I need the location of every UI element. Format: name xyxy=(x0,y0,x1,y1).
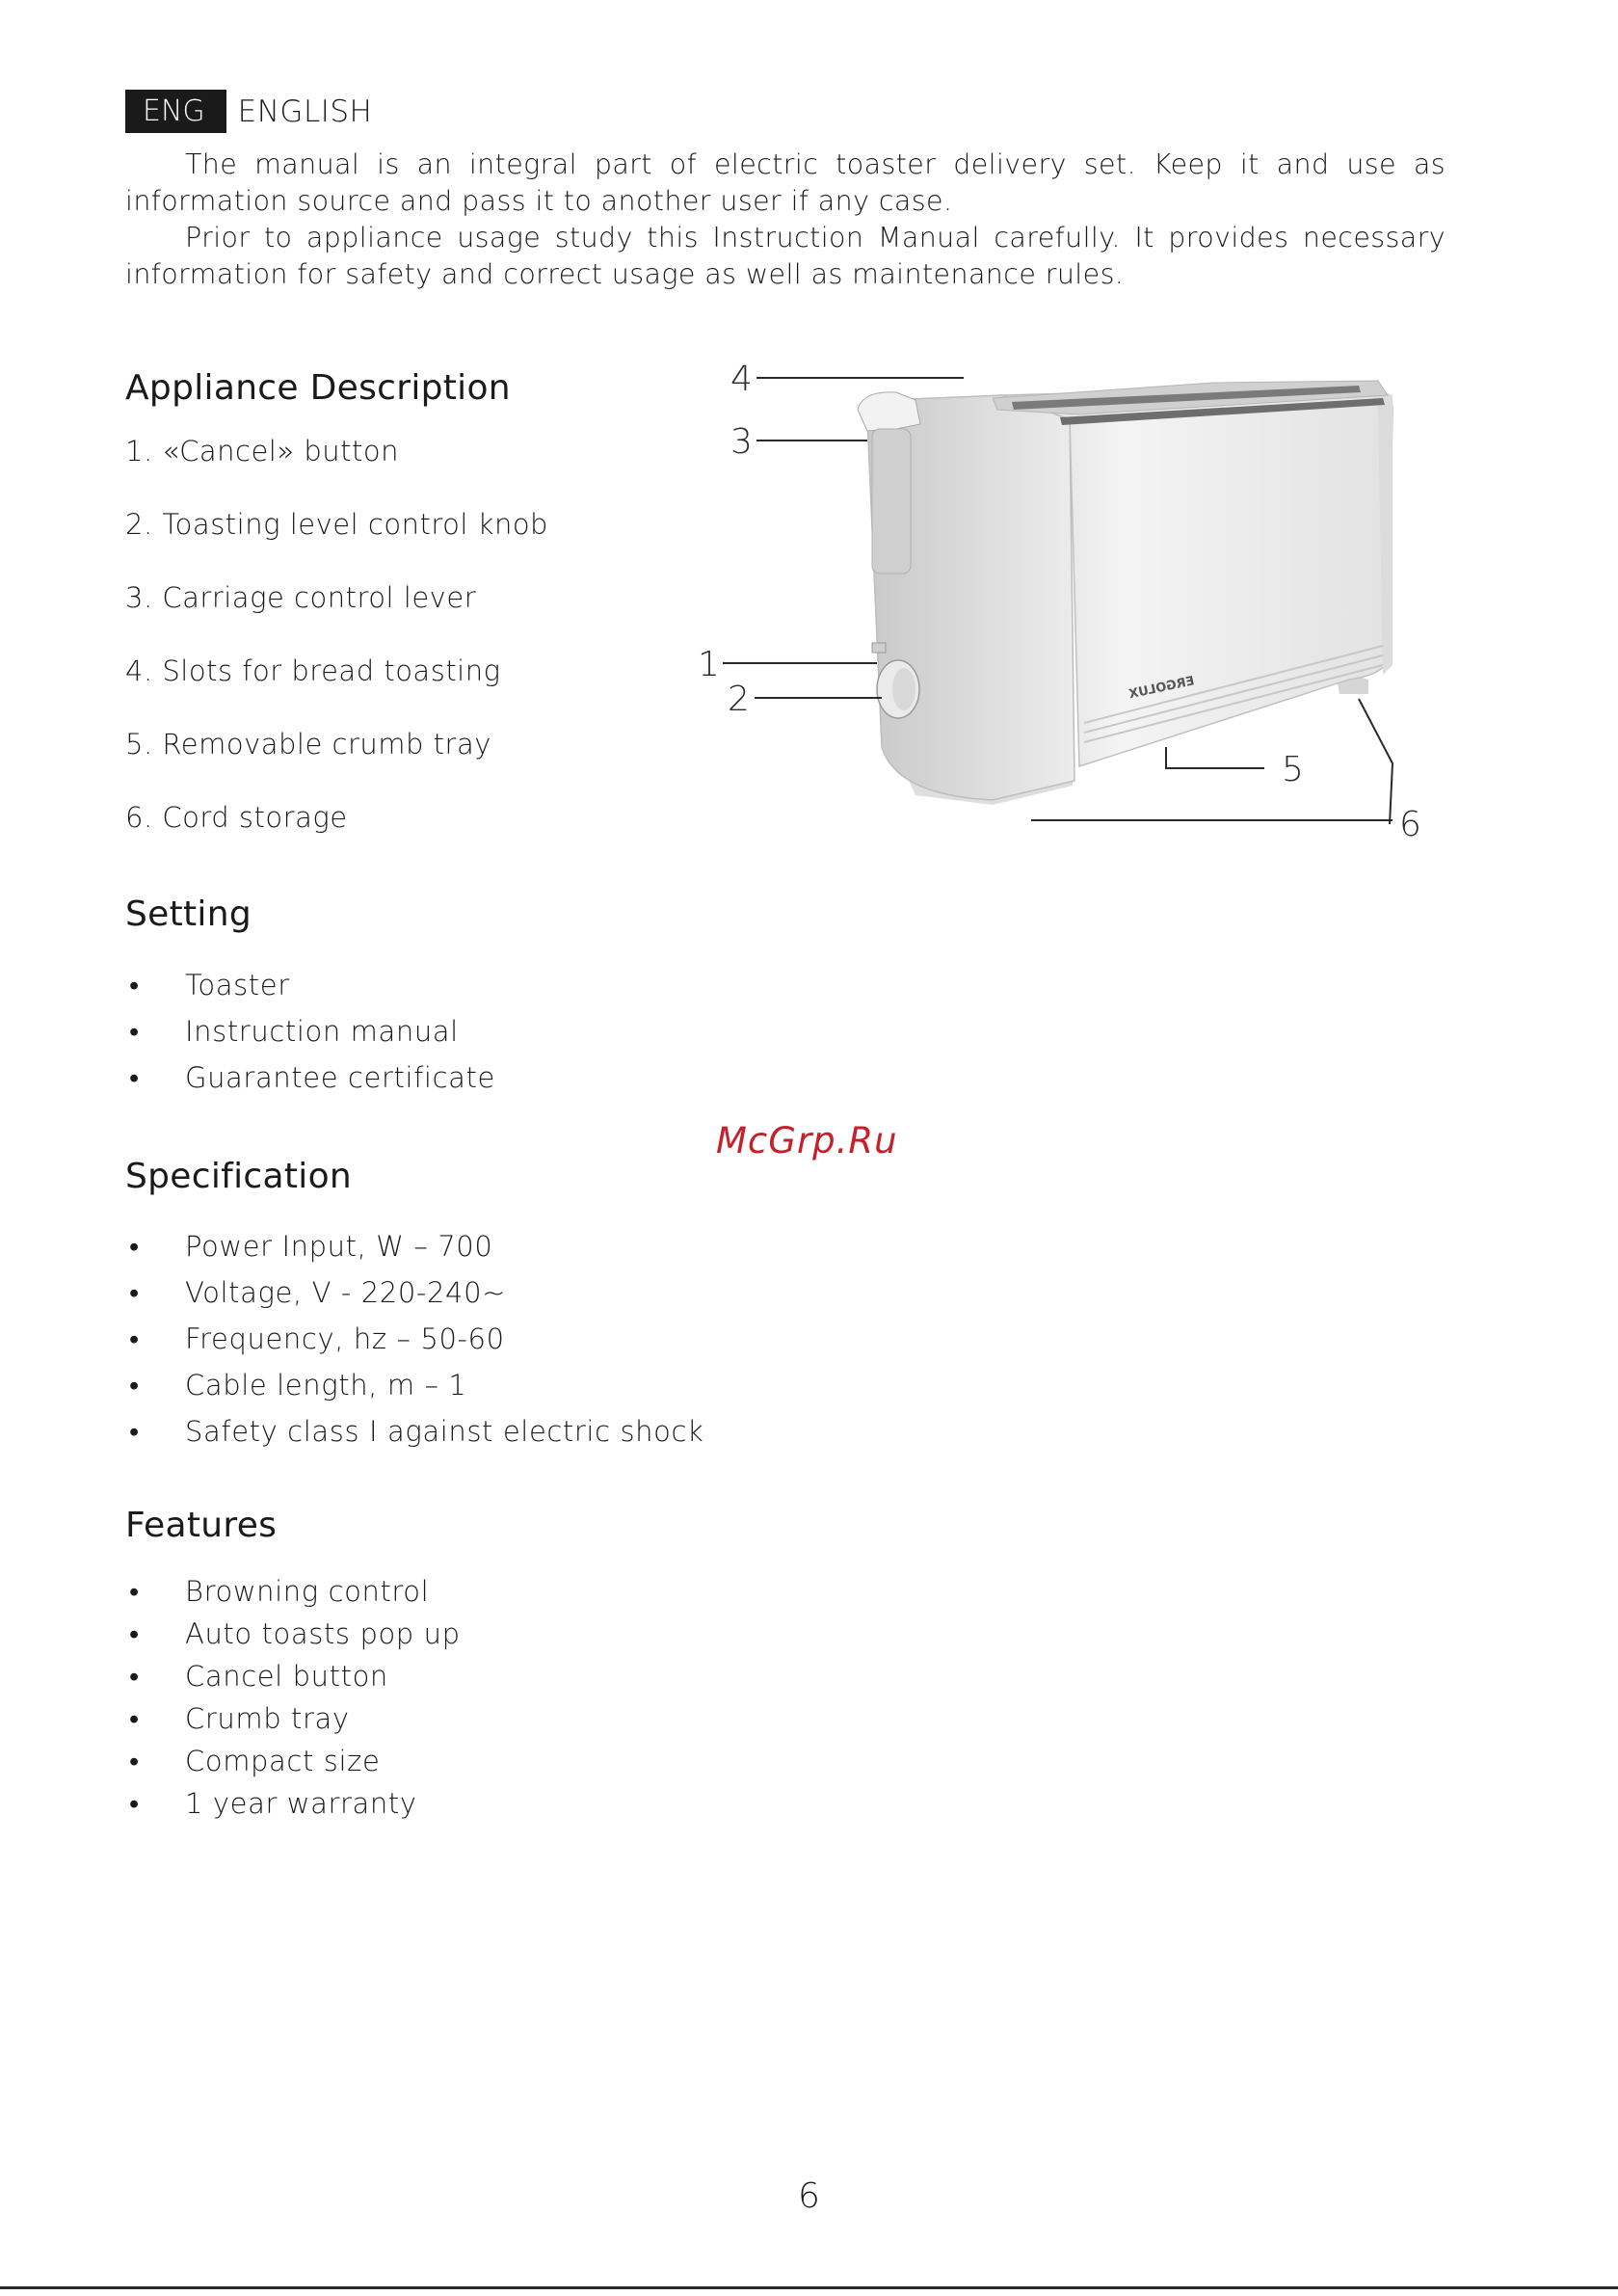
list-item-text: Guarantee certificate xyxy=(185,1061,495,1094)
intro-paragraph-2: Prior to appliance usage study this Instruction Manual carefully. It provides necessary information for safety and correct usage as well as maintenance rules. xyxy=(125,222,1446,290)
language-header xyxy=(125,90,372,133)
knob-face xyxy=(892,668,915,710)
toaster-illustration xyxy=(675,342,1446,863)
list-item: 6. Cord storage xyxy=(125,801,348,834)
list-item-text: Crumb tray xyxy=(185,1702,350,1735)
list-item xyxy=(125,1273,703,1320)
callout-number-1: 1 xyxy=(698,645,720,684)
features-list xyxy=(125,1573,461,1828)
list-item: 2. Toasting level control knob xyxy=(125,508,548,541)
list-item-text: Cancel button xyxy=(185,1660,388,1693)
intro-paragraph-1: The manual is an integral part of electric toaster delivery set. Keep it and use as information source and pass it to another user if any case. xyxy=(125,148,1446,217)
list-item xyxy=(125,1573,461,1615)
list-item xyxy=(125,1012,495,1058)
list-item-text: 1 year warranty xyxy=(185,1787,417,1820)
bullet: • xyxy=(129,1702,140,1735)
list-item-text: Voltage, V - 220-240~ xyxy=(185,1276,507,1309)
callout-number-3: 3 xyxy=(730,422,753,462)
list-item-text: Compact size xyxy=(185,1745,381,1777)
bullet: • xyxy=(129,1015,140,1048)
list-item xyxy=(125,966,495,1012)
callout-line-6a xyxy=(1359,699,1393,824)
bullet: • xyxy=(129,969,140,1001)
callout-number-6: 6 xyxy=(1399,805,1421,844)
list-item-text: Toaster xyxy=(185,969,290,1001)
bullet: • xyxy=(129,1617,140,1650)
bullet: • xyxy=(129,1061,140,1094)
callout-number-5: 5 xyxy=(1282,750,1304,789)
list-item: 4. Slots for bread toasting xyxy=(125,654,501,687)
list-item xyxy=(125,1785,461,1828)
bullet: • xyxy=(129,1230,140,1263)
setting-list xyxy=(125,966,495,1105)
list-item-text: Instruction manual xyxy=(185,1015,459,1048)
page-number: 6 xyxy=(798,2176,820,2216)
brand-logo: ERGOLUX xyxy=(1127,674,1196,703)
bullet: • xyxy=(129,1745,140,1777)
setting-heading: Setting xyxy=(125,894,252,934)
list-item-text: Power Input, W – 700 xyxy=(185,1230,493,1263)
bullet: • xyxy=(129,1415,140,1448)
language-code-badge: ENG xyxy=(125,90,226,133)
specification-heading: Specification xyxy=(125,1157,353,1196)
specification-list xyxy=(125,1227,703,1458)
list-item xyxy=(125,1058,495,1105)
list-item xyxy=(125,1412,703,1458)
list-item: 3. Carriage control lever xyxy=(125,581,477,614)
cancel-button xyxy=(872,643,886,653)
bullet: • xyxy=(129,1322,140,1355)
list-item xyxy=(125,1615,461,1658)
list-item xyxy=(125,1320,703,1366)
list-item-text: Auto toasts pop up xyxy=(185,1617,461,1650)
list-item xyxy=(125,1227,703,1273)
list-item-text: Cable length, m – 1 xyxy=(185,1369,467,1402)
features-heading: Features xyxy=(125,1506,278,1545)
watermark: McGrp.Ru xyxy=(716,1120,898,1161)
list-item xyxy=(125,1700,461,1743)
list-item: 1. «Cancel» button xyxy=(125,435,399,467)
language-name: ENGLISH xyxy=(237,93,373,129)
lever-track xyxy=(872,429,911,574)
bullet: • xyxy=(129,1787,140,1820)
callout-number-2: 2 xyxy=(728,680,750,719)
bullet: • xyxy=(129,1575,140,1608)
bullet: • xyxy=(129,1369,140,1402)
intro-text xyxy=(125,147,1446,293)
list-item xyxy=(125,1366,703,1412)
list-item: 5. Removable crumb tray xyxy=(125,728,491,761)
appliance-description-list xyxy=(125,432,548,871)
list-item-text: Safety class I against electric shock xyxy=(185,1415,704,1448)
list-item xyxy=(125,1743,461,1785)
list-item-text: Frequency, hz – 50-60 xyxy=(185,1322,505,1355)
footer-rule xyxy=(0,2286,1618,2289)
list-item-text: Browning control xyxy=(185,1575,430,1608)
list-item xyxy=(125,1658,461,1700)
bullet: • xyxy=(129,1660,140,1693)
callout-line-5 xyxy=(1166,747,1264,768)
carriage-lever xyxy=(858,392,920,431)
callout-number-4: 4 xyxy=(730,360,753,399)
appliance-description-heading: Appliance Description xyxy=(125,368,511,408)
bullet: • xyxy=(129,1276,140,1309)
